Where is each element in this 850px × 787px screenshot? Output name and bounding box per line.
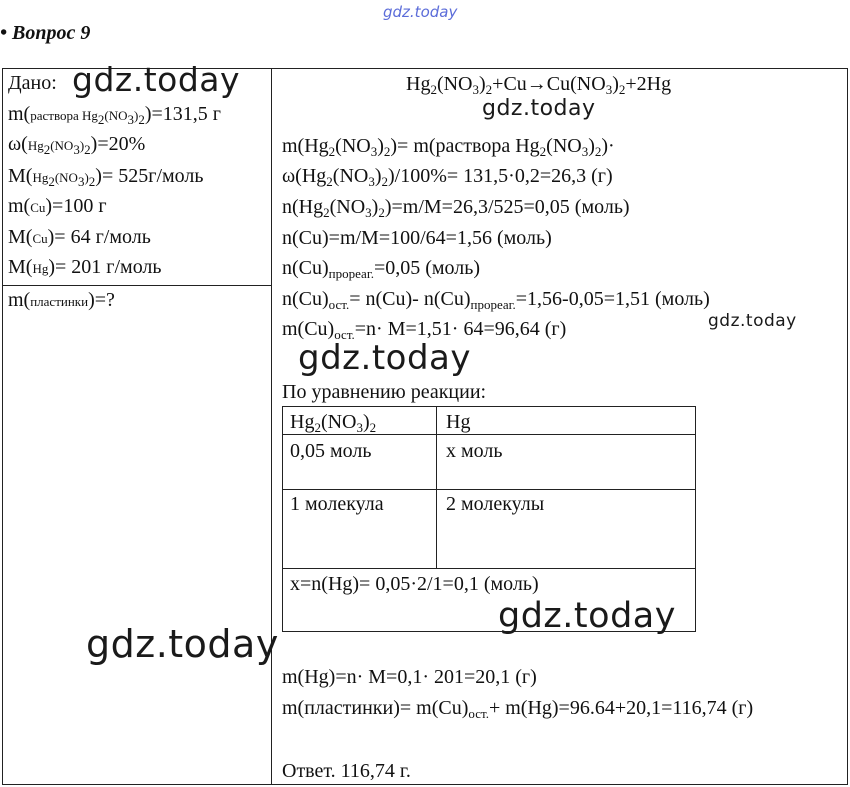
reaction-equation: $Hg_2(NO_3)_2+Cu\to Cu(NO_3)_2+2Hg$ bbox=[406, 73, 672, 97]
watermark: gdz.today bbox=[498, 596, 676, 636]
watermark: gdz.today bbox=[86, 622, 279, 666]
given-solution-mass: m(раствора $Hg_2(NO_3)_2)=131,5$ г bbox=[8, 103, 222, 127]
table-header-salt: $Hg_2(NO_3)_2$ bbox=[290, 411, 377, 435]
solution-line-8: m(Hg)=n· M=0,1· 201=20,1 (г) bbox=[282, 666, 537, 688]
watermark: gdz.today bbox=[298, 338, 471, 378]
solution-line-3: $n(Hg_2(NO_3)_2)=m/M=26,3/525=0,05$ (моль) bbox=[282, 196, 630, 220]
table-cell: x моль bbox=[446, 440, 503, 462]
table-divider bbox=[282, 568, 696, 569]
watermark: gdz.today bbox=[72, 60, 241, 99]
solution-line-6: $n(Cu)_{ост.}= n(Cu)-$ $n(Cu)_{прореаг.}=1,56-0,05=1,51$ (моль) bbox=[282, 288, 710, 312]
solution-line-1: $m(Hg_2(NO_3)_2)=$ m(раствора $Hg_2(NO_3)_2)\cdot$ bbox=[282, 135, 615, 159]
given-hg-molar-mass: M(Hg)= 201 г/моль bbox=[8, 256, 162, 278]
solution-line-9: m(пластинки)= $m(Cu)_{ост.}+ m(Hg)=96.64+20,1=116,74$ (г) bbox=[282, 697, 754, 721]
table-cell: 2 молекулы bbox=[446, 493, 545, 515]
given-find-divider bbox=[2, 285, 272, 286]
find-plate-mass: m(пластинки)=? bbox=[8, 289, 115, 311]
given-molar-mass-salt: $M(Hg_2(NO_3)_2)=$ 525г/моль bbox=[8, 165, 204, 189]
by-equation-label: По уравнению реакции: bbox=[282, 381, 487, 403]
question-heading: • Вопрос 9 bbox=[0, 22, 91, 44]
table-divider bbox=[282, 489, 696, 490]
solution-line-2: $\omega(Hg_2(NO_3)_2)/100\%= 131,5\cdot 0,2=26,3$ (г) bbox=[282, 165, 613, 189]
given-title: Дано: bbox=[8, 72, 57, 94]
solution-line-7: $m(Cu)_{ост.}=n\cdot M=1,51\cdot 64=96,64$ (г) bbox=[282, 318, 567, 342]
table-cell: 0,05 моль bbox=[290, 440, 372, 462]
watermark: gdz.today bbox=[383, 3, 458, 21]
answer-line: Ответ. 116,74 г. bbox=[282, 760, 411, 782]
watermark: gdz.today bbox=[482, 96, 596, 121]
solution-line-4: n(Cu)=m/M=100/64=1,56 (моль) bbox=[282, 227, 552, 249]
table-column-divider bbox=[436, 406, 437, 568]
table-header-hg: Hg bbox=[446, 411, 471, 433]
table-calculation: x=n(Hg)= 0,05·2/1=0,1 (моль) bbox=[290, 573, 539, 595]
given-mass-fraction: $\omega(Hg_2(NO_3)_2)=20\%$ bbox=[8, 133, 146, 157]
given-cu-mass: m(Cu)=100 г bbox=[8, 195, 107, 217]
table-cell: 1 молекула bbox=[290, 493, 384, 515]
column-divider bbox=[271, 68, 272, 785]
watermark: gdz.today bbox=[708, 311, 797, 331]
solution-line-5: $n(Cu)_{прореаг.}=0,05$ (моль) bbox=[282, 257, 481, 281]
table-divider bbox=[282, 434, 696, 435]
given-cu-molar-mass: M(Cu)= 64 г/моль bbox=[8, 226, 151, 248]
